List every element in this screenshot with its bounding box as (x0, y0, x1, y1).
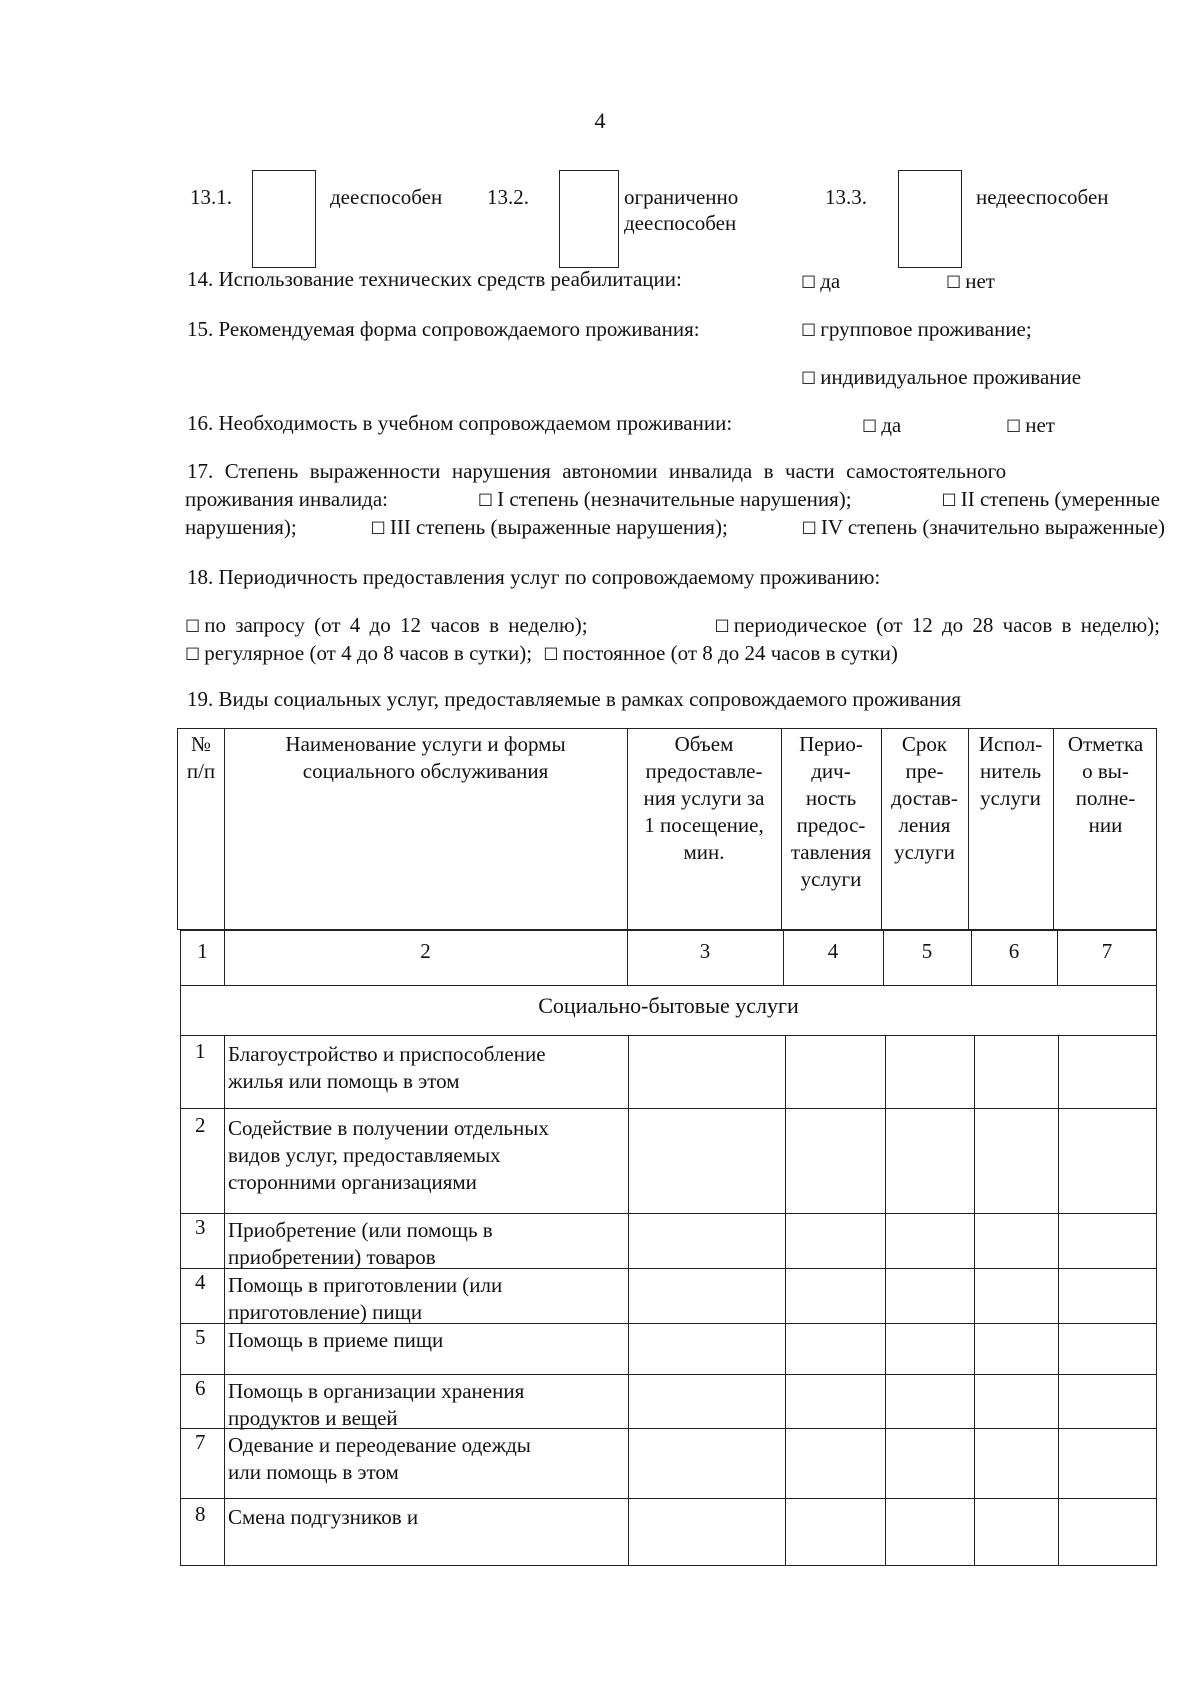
col-number-2: 2 (420, 939, 431, 963)
header-col-7: Отметка о вы- полне- нии (1067, 732, 1144, 837)
header-col-3: Объем предоставле- ния услуги за 1 посещение, мин. (643, 732, 765, 864)
item13-b-label-2: дееспособен (624, 211, 737, 235)
header-col-2: Наименование услуги и формы социального обслуживания (285, 732, 566, 783)
row-service-name: Помощь в приеме пищи (228, 1328, 444, 1352)
periodic-option[interactable]: ☐ периодическое (от 12 до 28 часов в неделю); (714, 613, 1160, 637)
row-number: 5 (195, 1325, 206, 1349)
item14-no-option[interactable]: ☐ нет (946, 269, 995, 293)
row-number: 8 (195, 1502, 206, 1526)
item15-group-option[interactable]: ☐ групповое проживание; (801, 317, 1032, 341)
row-number: 4 (195, 1270, 206, 1294)
col-number-4: 4 (827, 939, 839, 963)
item16-text: 16. Необходимость в учебном сопровождаемом проживании: (187, 411, 733, 435)
item18-line1 (185, 612, 1160, 641)
row-service-name: Приобретение (или помощь в приобретении) товаров (228, 1218, 493, 1269)
col-number-7: 7 (1101, 939, 1113, 963)
item14-yes-option[interactable]: ☐ да (801, 269, 841, 293)
item16-no-option[interactable]: ☐ нет (1006, 413, 1055, 437)
item15-individual-option[interactable]: ☐ индивидуальное проживание (801, 365, 1082, 389)
row-service-name: Помощь в организации хранения продуктов и вещей (228, 1379, 525, 1430)
regular-option[interactable]: ☐ регулярное (от 4 до 8 часов в сутки); (185, 641, 533, 665)
degree-1-option[interactable]: ☐ I степень (незначительные нарушения); (477, 487, 852, 511)
col-number-6: 6 (1008, 939, 1020, 963)
row-number: 7 (195, 1430, 206, 1454)
header-col-1: № п/п (186, 732, 216, 783)
item13-b-label-1: ограниченно (624, 185, 739, 209)
services-table (177, 728, 1157, 1566)
row-number: 3 (195, 1215, 206, 1239)
on-request-option[interactable]: ☐ по запросу (от 4 до 12 часов в неделю); (185, 613, 588, 637)
degree-4-option[interactable]: ☐ IV степень (значительно выраженные) (801, 515, 1165, 539)
col-number-3: 3 (699, 939, 711, 963)
table-body (180, 930, 1157, 1566)
item13-c-number: 13.3. (825, 185, 867, 209)
constant-option[interactable]: ☐ постоянное (от 8 до 24 часов в сутки) (543, 641, 898, 665)
checkbox-icon: ☐ (185, 617, 201, 637)
row-number: 1 (195, 1039, 206, 1063)
checkbox-icon: ☐ (801, 321, 817, 341)
checkbox-icon: ☐ (801, 369, 817, 389)
item13-a-number: 13.1. (190, 185, 232, 209)
row-service-name: Одевание и переодевание одежды или помощь в этом (228, 1433, 531, 1484)
capacity-checkbox-b[interactable] (559, 170, 619, 268)
header-col-6: Испол- нитель услуги (978, 732, 1043, 810)
row-service-name: Содействие в получении отдельных видов услуг, предоставляемых сторонними организациями (228, 1116, 549, 1194)
capacity-checkbox-a[interactable] (252, 170, 316, 268)
item13-b-number: 13.2. (487, 185, 529, 209)
checkbox-icon: ☐ (946, 273, 962, 293)
capacity-checkbox-c[interactable] (898, 170, 962, 268)
degree-2-option[interactable]: ☐ II степень (умеренные (941, 487, 1160, 511)
checkbox-icon: ☐ (941, 491, 957, 511)
section-title: Социально-бытовые услуги (538, 993, 799, 1018)
header-col-5: Срок пре- достав- ления услуги (891, 732, 958, 864)
checkbox-icon: ☐ (543, 645, 559, 665)
checkbox-icon: ☐ (714, 617, 730, 637)
item17-line1: 17. Степень выраженности нарушения автономии инвалида в части самостоятельного (187, 459, 1007, 483)
row-service-name: Помощь в приготовлении (или приготовление) пищи (228, 1273, 503, 1324)
item16-yes-option[interactable]: ☐ да (862, 413, 902, 437)
checkbox-icon: ☐ (370, 519, 386, 539)
item13-a-label: дееспособен (330, 185, 443, 209)
item17-line2: проживания инвалида: ☐ I степень (незначительные нарушения); ☐ II степень (умеренные (185, 486, 1160, 515)
checkbox-icon: ☐ (801, 273, 817, 293)
item17-line3: нарушения); ☐ III степень (выраженные нарушения); ☐ IV степень (значительно выраженные) (185, 514, 1165, 543)
item18-title: 18. Периодичность предоставления услуг по сопровождаемому проживанию: (187, 565, 881, 589)
item18-line2 (185, 640, 898, 669)
checkbox-icon: ☐ (862, 417, 878, 437)
row-service-name: Благоустройство и приспособление жилья или помощь в этом (228, 1042, 546, 1093)
checkbox-icon: ☐ (477, 491, 494, 511)
item19-title: 19. Виды социальных услуг, предоставляемые в рамках сопровождаемого проживания (187, 687, 961, 711)
row-number: 6 (195, 1376, 206, 1400)
col-number-1: 1 (197, 939, 208, 963)
col-number-5: 5 (921, 939, 933, 963)
item14-text: 14. Использование технических средств реабилитации: (187, 267, 682, 291)
table-header (177, 728, 1157, 930)
checkbox-icon: ☐ (801, 519, 817, 539)
item13-c-label: недееспособен (976, 185, 1109, 209)
page-number: 4 (594, 108, 606, 133)
header-col-4: Перио- дич- ность предос- тавления услуги (790, 732, 872, 891)
row-number: 2 (195, 1113, 206, 1137)
checkbox-icon: ☐ (1006, 417, 1022, 437)
item15-text: 15. Рекомендуемая форма сопровождаемого проживания: (187, 317, 700, 341)
checkbox-icon: ☐ (185, 645, 201, 665)
row-service-name: Смена подгузников и (228, 1505, 419, 1529)
degree-3-option[interactable]: ☐ III степень (выраженные нарушения); (370, 515, 728, 539)
